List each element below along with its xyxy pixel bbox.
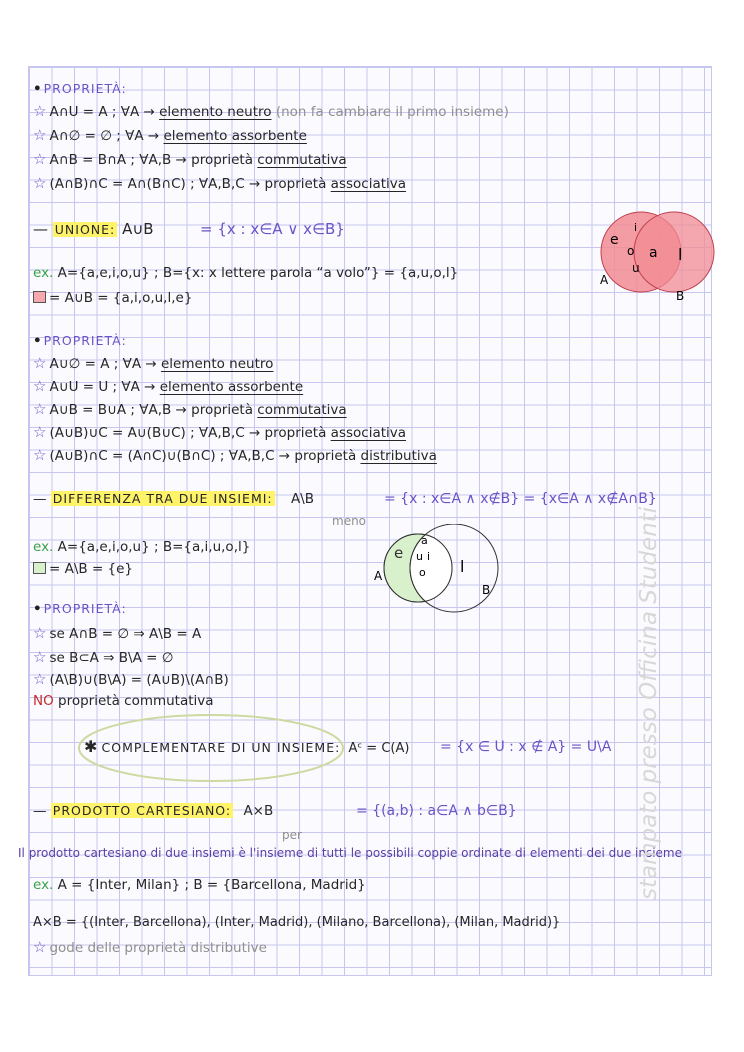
star-icon: ☆ bbox=[33, 624, 47, 642]
venn-letter-i: i bbox=[634, 221, 638, 234]
star-icon: ☆ bbox=[33, 377, 47, 395]
venn-label-a: A bbox=[374, 569, 383, 583]
venn-center: a bbox=[421, 534, 428, 547]
star-icon: ☆ bbox=[33, 446, 47, 464]
cartesian-definition: = {(a,b) : a∈A ∧ b∈B} bbox=[356, 803, 517, 819]
union-property-2: ☆ A∪U = U ; ∀A → elemento assorbente bbox=[33, 377, 304, 395]
union-venn-diagram bbox=[596, 204, 730, 304]
venn-center: a bbox=[649, 245, 658, 261]
star-icon: ☆ bbox=[33, 400, 47, 418]
union-definition: = {x : x∈A ∨ x∈B} bbox=[200, 220, 345, 238]
intersection-property-4: ☆ (A∩B)∩C = A∩(B∩C) ; ∀A,B,C → proprietà associativa bbox=[33, 174, 407, 192]
union-property-3: ☆ A∪B = B∪A ; ∀A,B → proprietà commutativa bbox=[33, 400, 347, 418]
difference-property-1: ☆ se A∩B = ∅ ⇒ A\B = A bbox=[33, 624, 202, 642]
grid-paper bbox=[28, 66, 712, 976]
venn-set-b bbox=[634, 212, 714, 292]
venn-letter-u: u bbox=[632, 261, 640, 275]
intersection-property-1: ☆ A∩U = A ; ∀A → elemento neutro (non fa cambiare il primo insieme) bbox=[33, 102, 509, 120]
star-icon: ☆ bbox=[33, 102, 47, 120]
difference-venn-diagram bbox=[370, 524, 520, 614]
difference-properties-title: • PROPRIETÀ: bbox=[33, 601, 127, 617]
cartesian-note: ☆ gode delle proprietà distributive bbox=[33, 938, 267, 956]
difference-result: = A\B = {e} bbox=[33, 560, 133, 578]
complement-heading: ✱ COMPLEMENTARE DI UN INSIEME: Aᶜ = C(A) bbox=[84, 737, 410, 756]
venn-a-only: e bbox=[394, 544, 404, 562]
difference-property-2: ☆ se B⊂A ⇒ B\A = ∅ bbox=[33, 648, 174, 666]
star-icon: ☆ bbox=[33, 174, 47, 192]
difference-property-3: ☆ (A\B)∪(B\A) = (A∪B)\(A∩B) bbox=[33, 670, 229, 688]
star-icon: ☆ bbox=[33, 423, 47, 441]
star-icon: ☆ bbox=[33, 670, 47, 688]
difference-no-property: NO proprietà commutativa bbox=[33, 693, 214, 709]
pink-square-icon bbox=[33, 291, 46, 303]
cartesian-result: A×B = {(Inter, Barcellona), (Inter, Madrid), (Milano, Barcellona), (Milan, Madrid)} bbox=[33, 915, 561, 930]
cartesian-description: Il prodotto cartesiano di due insiemi è l'insieme di tutti le possibili coppie ordinate di elementi dei due insieme bbox=[18, 846, 682, 860]
venn-letter-u: u bbox=[416, 550, 423, 563]
cartesian-read-as: per bbox=[282, 828, 302, 842]
venn-a-only: e bbox=[610, 232, 619, 248]
intersection-property-3: ☆ A∩B = B∩A ; ∀A,B → proprietà commutativa bbox=[33, 150, 347, 168]
venn-letter-o: o bbox=[419, 566, 426, 579]
star-icon: ☆ bbox=[33, 938, 47, 956]
venn-label-b: B bbox=[482, 583, 491, 597]
union-property-5: ☆ (A∪B)∩C = (A∩C)∪(B∩C) ; ∀A,B,C → proprietà distributiva bbox=[33, 446, 437, 464]
union-property-4: ☆ (A∪B)∪C = A∪(B∪C) ; ∀A,B,C → proprietà associativa bbox=[33, 423, 407, 441]
venn-b-only: l bbox=[678, 245, 683, 264]
intersection-property-2: ☆ A∩∅ = ∅ ; ∀A → elemento assorbente bbox=[33, 126, 307, 144]
star-icon: ☆ bbox=[33, 126, 47, 144]
complement-definition: = {x ∈ U : x ∉ A} = U\A bbox=[440, 739, 612, 755]
union-property-1: ☆ A∪∅ = A ; ∀A → elemento neutro bbox=[33, 354, 274, 372]
cartesian-heading: — PRODOTTO CARTESIANO: A×B bbox=[33, 803, 274, 819]
venn-label-b: B bbox=[676, 289, 685, 303]
star-icon: ☆ bbox=[33, 648, 47, 666]
venn-label-a: A bbox=[600, 273, 609, 287]
union-properties-title: • PROPRIETÀ: bbox=[33, 333, 127, 349]
venn-b-only: l bbox=[460, 557, 465, 576]
venn-letter-o: o bbox=[627, 244, 635, 258]
venn-letter-i: i bbox=[427, 550, 431, 563]
green-square-icon bbox=[33, 562, 46, 574]
union-heading: — UNIONE: A∪B bbox=[33, 220, 154, 238]
star-icon: ☆ bbox=[33, 354, 47, 372]
difference-read-as: meno bbox=[332, 514, 367, 528]
cartesian-example: ex. A = {Inter, Milan} ; B = {Barcellona, Madrid} bbox=[33, 877, 366, 893]
difference-example: ex. A={a,e,i,o,u} ; B={a,i,u,o,l} bbox=[33, 539, 251, 555]
watermark: stampato presso Officina Studenti bbox=[636, 506, 662, 900]
difference-definition: = {x : x∈A ∧ x∉B} = {x∈A ∧ x∉A∩B} bbox=[384, 491, 657, 507]
union-result: = A∪B = {a,i,o,u,l,e} bbox=[33, 289, 192, 307]
difference-heading: — DIFFERENZA TRA DUE INSIEMI: A\B bbox=[33, 491, 314, 507]
star-icon: ☆ bbox=[33, 150, 47, 168]
intersection-properties-title: • PROPRIETÀ: bbox=[33, 81, 127, 97]
union-example: ex. A={a,e,i,o,u} ; B={x: x lettere parola “a volo”} = {a,u,o,l} bbox=[33, 265, 459, 281]
